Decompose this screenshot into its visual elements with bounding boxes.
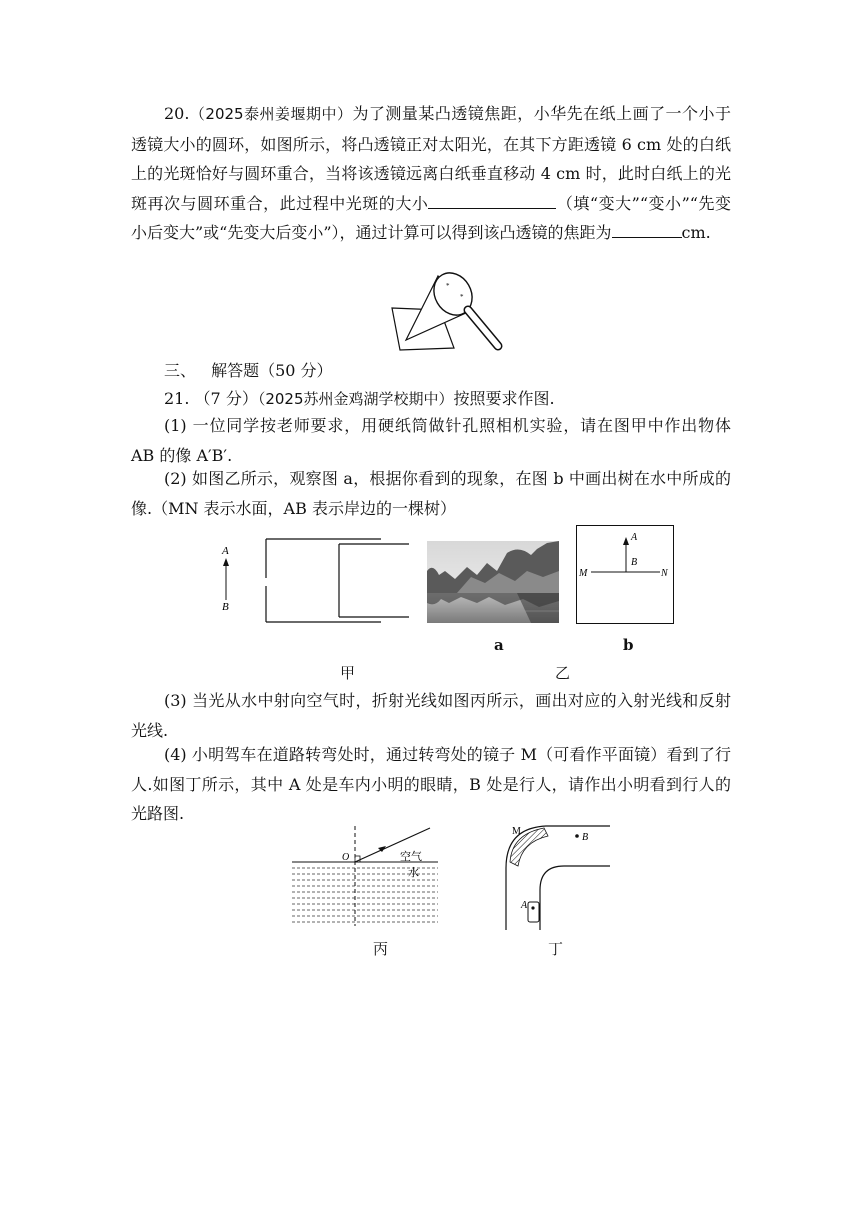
point-A-jia: A	[222, 545, 229, 557]
figure-a-photo	[427, 541, 559, 623]
q21-part3: (3) 当光从水中射向空气时，折射光线如图丙所示，画出对应的入射光线和反射光线.	[131, 691, 731, 740]
q21-score: （7 分）	[194, 389, 258, 408]
section-heading	[164, 358, 333, 381]
point-A-ding: A	[521, 900, 528, 911]
q20-lens-figure	[380, 266, 510, 356]
section-title: 解答题（50 分）	[211, 361, 333, 380]
label-air: 空气	[400, 851, 422, 863]
point-M-b: M	[579, 568, 588, 579]
svg-text:*: *	[460, 293, 464, 301]
q21-intro	[131, 384, 731, 415]
q20-text	[131, 99, 731, 248]
answer-blank-2[interactable]	[612, 223, 682, 238]
caption-bing: 丙	[373, 940, 389, 958]
point-O-bing: O	[342, 852, 350, 863]
q21-source: （2025苏州金鸡湖学校期中）	[257, 390, 454, 408]
svg-text:*: *	[446, 282, 450, 290]
caption-b: b	[623, 636, 634, 654]
figure-bing	[292, 826, 440, 928]
q21-text: 按照要求作图.	[453, 389, 555, 408]
figure-ding	[500, 822, 612, 932]
q20-source: （2025泰州姜堰期中）	[189, 105, 353, 123]
q20-text1: 为了测量某凸透镜焦距，小华先在纸上画了一个小于透镜大小的圆环，如图所示，将凸透镜正对太阳光，在其下方距透镜 6 cm 处的白纸上的光斑恰好与圆环重合，当将该透镜远离白纸垂直移动 4 cm 时，此时白纸上的光斑再次与圆环重合，此过程中光斑的大小	[131, 104, 731, 213]
q20-text3: cm.	[681, 223, 711, 242]
q21-number: 21.	[164, 389, 190, 408]
figure-jia	[215, 536, 415, 626]
q21-part1: (1) 一位同学按老师要求，用硬纸筒做针孔照相机实验，请在图甲中作出物体 AB 的像 A′B′.	[131, 416, 731, 465]
q20-text2: （填“变大”“变小”“先变小后变大”或“先变大后变小”），通过计算可以得到该凸透镜的焦距为	[131, 193, 731, 242]
figure-b	[576, 525, 674, 625]
q21-part4: (4) 小明驾车在道路转弯处时，通过转弯处的镜子 M（可看作平面镜）看到了行人.如图丁所示，其中 A 处是车内小明的眼睛，B 处是行人，请作出小明看到行人的光路图.	[131, 745, 731, 823]
point-N-b: N	[661, 568, 668, 579]
point-B-ding: B	[582, 832, 589, 843]
q20-number: 20.	[164, 104, 190, 123]
point-B-jia: B	[222, 601, 229, 613]
point-B-b: B	[631, 557, 638, 568]
caption-a: a	[494, 636, 504, 654]
q21-part2: (2) 如图乙所示，观察图 a，根据你看到的现象，在图 b 中画出树在水中所成的像.（MN 表示水面，AB 表示岸边的一棵树）	[131, 469, 731, 518]
caption-ding: 丁	[548, 940, 564, 958]
caption-jia: 甲	[340, 664, 356, 682]
caption-yi: 乙	[555, 664, 571, 682]
answer-blank-1[interactable]	[428, 194, 556, 209]
section-number: 三、	[164, 361, 197, 380]
label-water: 水	[408, 867, 419, 879]
point-M-ding: M	[512, 826, 521, 837]
point-A-b: A	[631, 532, 638, 543]
